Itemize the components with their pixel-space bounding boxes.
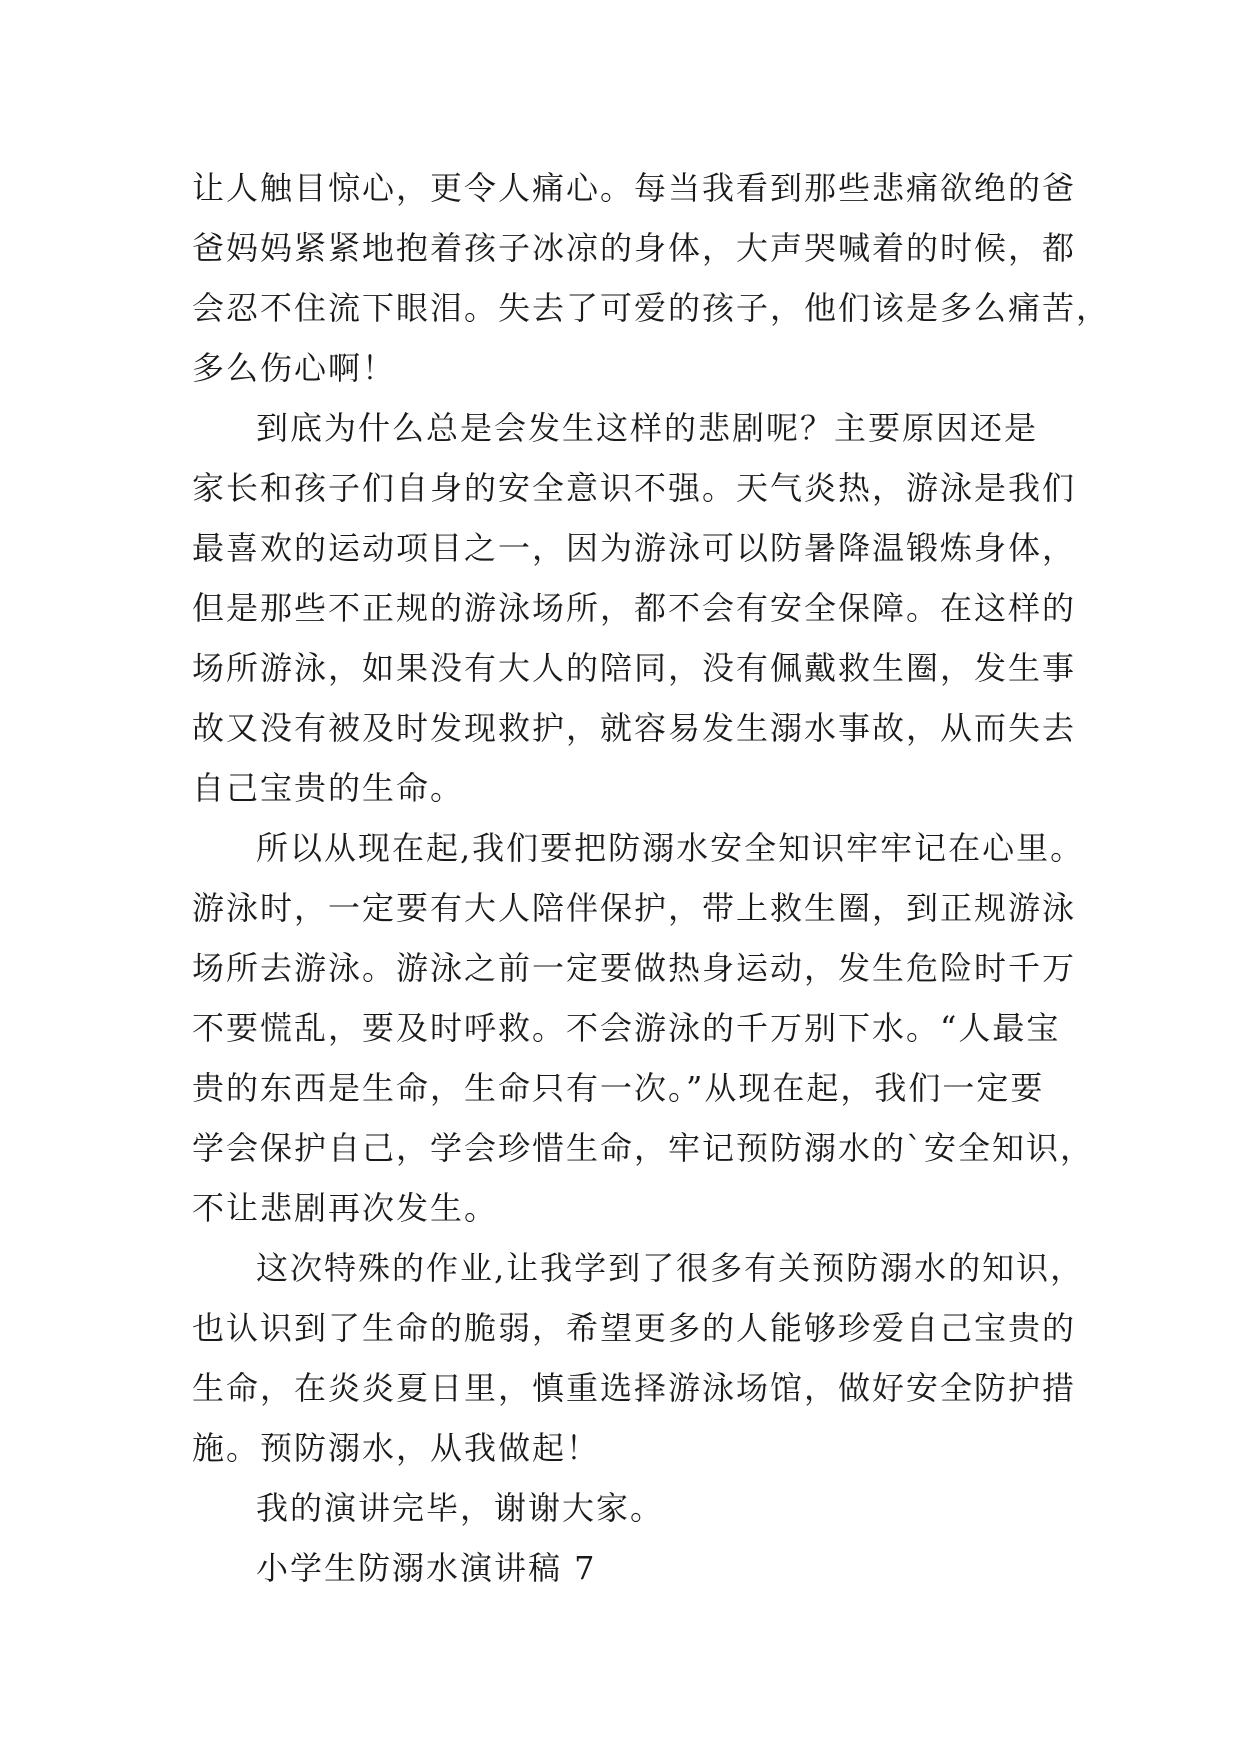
text-line: 不要慌乱，要及时呼救。不会游泳的千万别下水。“人最宝 [192,1009,1061,1047]
text-line: 学会保护自己，学会珍惜生命，牢记预防溺水的`安全知识， [192,1129,1095,1167]
text-line: 施。预防溺水，从我做起！ [192,1429,601,1467]
text-line: 游泳时，一定要有大人陪伴保护，带上救生圈，到正规游泳 [192,889,1077,927]
text-line: 故又没有被及时发现救护，就容易发生溺水事故，从而失去 [192,709,1077,747]
text-line: 家长和孩子们自身的安全意识不强。天气炎热，游泳是我们 [192,469,1077,507]
text-line: 场所游泳，如果没有大人的陪同，没有佩戴救生圈，发生事 [192,649,1077,687]
text-line: 到底为什么总是会发生这样的悲剧呢？主要原因还是 [256,409,1039,447]
text-line: 多么伤心啊！ [192,349,397,387]
text-line: 也认识到了生命的脆弱，希望更多的人能够珍爱自己宝贵的 [192,1309,1077,1347]
text-line: 让人触目惊心，更令人痛心。每当我看到那些悲痛欲绝的爸 [192,169,1077,207]
text-line: 但是那些不正规的游泳场所，都不会有安全保障。在这样的 [192,589,1077,627]
text-line: 所以从现在起,我们要把防溺水安全知识牢牢记在心里。 [256,829,1085,867]
document-body [192,158,1111,1598]
text-line: 会忍不住流下眼泪。失去了可爱的孩子，他们该是多么痛苦， [192,289,1111,327]
text-line: 场所去游泳。游泳之前一定要做热身运动，发生危险时千万 [192,949,1077,987]
text-line: 我的演讲完毕，谢谢大家。 [256,1489,665,1527]
text-line: 这次特殊的作业,让我学到了很多有关预防溺水的知识， [256,1249,1085,1287]
text-line: 爸妈妈紧紧地抱着孩子冰凉的身体，大声哭喊着的时候，都 [192,229,1077,267]
text-line: 不让悲剧再次发生。 [192,1189,499,1227]
text-line: 自己宝贵的生命。 [192,769,465,807]
text-line: 生命，在炎炎夏日里，慎重选择游泳场馆，做好安全防护措 [192,1369,1077,1407]
section-title: 小学生防溺水演讲稿 7 [256,1549,597,1587]
text-line: 最喜欢的运动项目之一，因为游泳可以防暑降温锻炼身体， [192,529,1077,567]
text-line: 贵的东西是生命，生命只有一次。”从现在起，我们一定要 [192,1069,1045,1107]
